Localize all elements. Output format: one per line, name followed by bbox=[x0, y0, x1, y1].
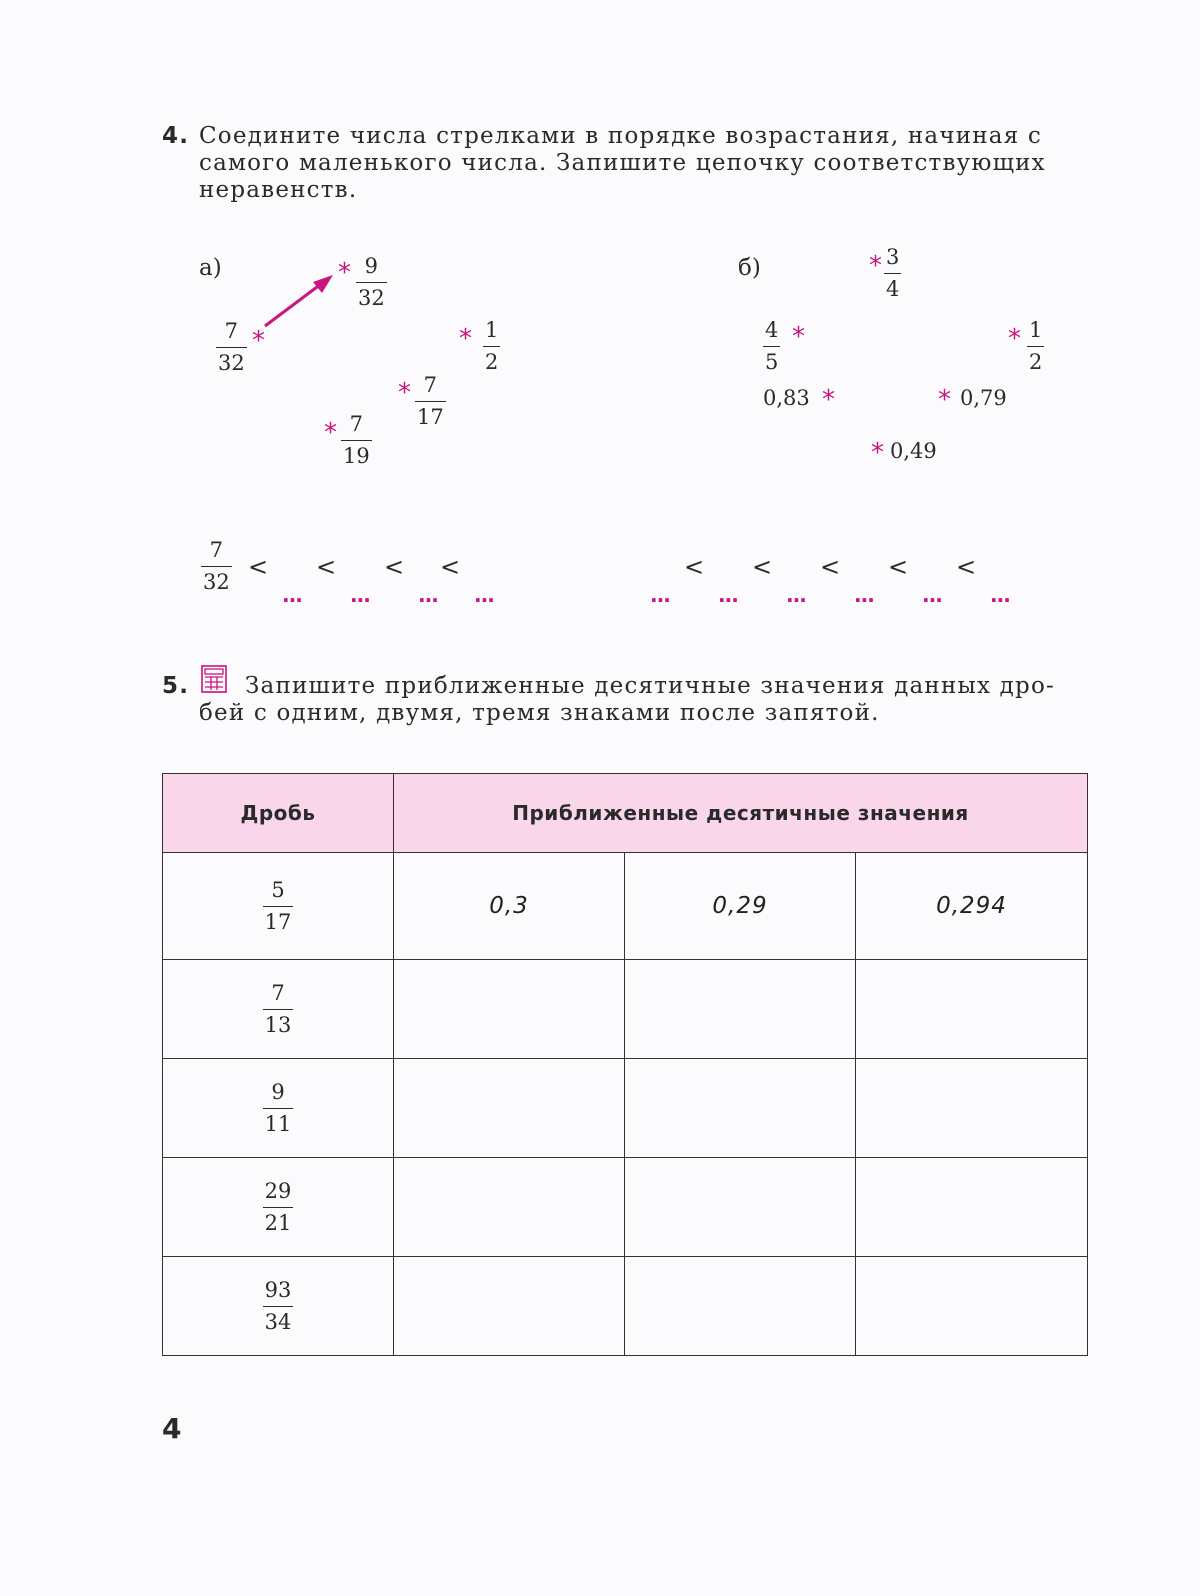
value-cell[interactable] bbox=[625, 1059, 856, 1158]
arrow-icon bbox=[255, 270, 345, 335]
decimal-number[interactable]: 0,83 bbox=[763, 386, 810, 410]
value-cell[interactable] bbox=[856, 1257, 1088, 1356]
value-cell[interactable] bbox=[856, 1059, 1088, 1158]
less-than-sign: < bbox=[888, 553, 909, 581]
header-fraction: Дробь bbox=[163, 774, 394, 853]
less-than-sign: < bbox=[440, 553, 461, 581]
task-number: 4. bbox=[162, 123, 190, 149]
value-cell[interactable]: 0,3 bbox=[394, 853, 625, 960]
header-approx-values: Приближенные десятичные значения bbox=[394, 774, 1088, 853]
fraction-cell: $\frac{9}{11}$ bbox=[163, 1059, 394, 1158]
blank-slot[interactable]: ... bbox=[854, 583, 874, 607]
value-cell[interactable]: 0,294 bbox=[856, 853, 1088, 960]
table-row bbox=[163, 1158, 1088, 1257]
value-cell[interactable]: 0,29 bbox=[625, 853, 856, 960]
blank-slot[interactable]: ... bbox=[786, 583, 806, 607]
value-cell[interactable] bbox=[394, 1059, 625, 1158]
star-marker[interactable]: * bbox=[398, 378, 411, 408]
less-than-sign: < bbox=[820, 553, 841, 581]
table-header-row bbox=[163, 774, 1088, 853]
fraction[interactable]: 3 4 bbox=[886, 245, 900, 301]
fraction-cell: $\frac{7}{13}$ bbox=[163, 960, 394, 1059]
table-row bbox=[163, 1257, 1088, 1356]
value-cell[interactable] bbox=[856, 1158, 1088, 1257]
fraction[interactable]: 7 32 bbox=[218, 319, 245, 375]
fraction-cell: $\frac{5}{17}$ bbox=[163, 853, 394, 960]
value-cell[interactable] bbox=[625, 1257, 856, 1356]
value-cell[interactable] bbox=[856, 960, 1088, 1059]
fraction[interactable]: 7 19 bbox=[343, 412, 370, 468]
less-than-sign: < bbox=[248, 553, 269, 581]
task-line: Соедините числа стрелками в порядке возрастания, начиная с bbox=[199, 123, 1043, 149]
less-than-sign: < bbox=[956, 553, 977, 581]
table-row bbox=[163, 1059, 1088, 1158]
blank-slot[interactable]: ... bbox=[282, 583, 302, 607]
star-marker[interactable]: * bbox=[324, 418, 337, 448]
fraction-cell: $\frac{93}{34}$ bbox=[163, 1257, 394, 1356]
blank-slot[interactable]: ... bbox=[990, 583, 1010, 607]
value-cell[interactable] bbox=[625, 960, 856, 1059]
blank-slot[interactable]: ... bbox=[922, 583, 942, 607]
star-marker[interactable]: * bbox=[1008, 324, 1021, 354]
less-than-sign: < bbox=[752, 553, 773, 581]
value-cell[interactable] bbox=[625, 1158, 856, 1257]
star-marker[interactable]: * bbox=[822, 385, 835, 415]
decimal-number[interactable]: 0,49 bbox=[890, 439, 937, 463]
fraction[interactable]: 7 17 bbox=[417, 373, 444, 429]
less-than-sign: < bbox=[384, 553, 405, 581]
value-cell[interactable] bbox=[394, 1158, 625, 1257]
blank-slot[interactable]: ... bbox=[650, 583, 670, 607]
star-marker[interactable]: * bbox=[869, 251, 882, 281]
fraction[interactable]: 9 32 bbox=[358, 254, 385, 310]
task-5-text bbox=[162, 673, 1086, 727]
star-marker[interactable]: * bbox=[252, 326, 265, 356]
decimal-number[interactable]: 0,79 bbox=[960, 386, 1007, 410]
chain-start-fraction: 7 32 bbox=[203, 538, 230, 594]
fraction[interactable]: 1 2 bbox=[485, 318, 499, 374]
task-line: самого маленького числа. Запишите цепочку соответствующих bbox=[199, 150, 1046, 176]
task-line: бей с одним, двумя, тремя знаками после запятой. bbox=[199, 700, 880, 726]
star-marker[interactable]: * bbox=[871, 438, 884, 468]
table-row bbox=[163, 853, 1088, 960]
value-cell[interactable] bbox=[394, 960, 625, 1059]
fraction[interactable]: 4 5 bbox=[765, 318, 779, 374]
blank-slot[interactable]: ... bbox=[418, 583, 438, 607]
part-a-label: а) bbox=[199, 255, 222, 281]
less-than-sign: < bbox=[684, 553, 705, 581]
task-line: Запишите приближенные десятичные значения данных дро- bbox=[245, 673, 1055, 699]
value-cell[interactable] bbox=[394, 1257, 625, 1356]
calculator-icon bbox=[201, 665, 227, 693]
blank-slot[interactable]: ... bbox=[350, 583, 370, 607]
star-marker[interactable]: * bbox=[459, 324, 472, 354]
star-marker[interactable]: * bbox=[938, 385, 951, 415]
task-4-text bbox=[162, 123, 1086, 204]
task-line: неравенств. bbox=[199, 177, 358, 203]
less-than-sign: < bbox=[316, 553, 337, 581]
fraction-cell: $\frac{29}{21}$ bbox=[163, 1158, 394, 1257]
decimal-values-table bbox=[162, 773, 1088, 1356]
blank-slot[interactable]: ... bbox=[718, 583, 738, 607]
task-number: 5. bbox=[162, 673, 190, 699]
part-b-label: б) bbox=[738, 255, 761, 281]
star-marker[interactable]: * bbox=[792, 322, 805, 352]
star-marker[interactable]: * bbox=[338, 258, 351, 288]
table-row bbox=[163, 960, 1088, 1059]
blank-slot[interactable]: ... bbox=[474, 583, 494, 607]
page-number: 4 bbox=[162, 1412, 182, 1445]
fraction[interactable]: 1 2 bbox=[1029, 318, 1043, 374]
